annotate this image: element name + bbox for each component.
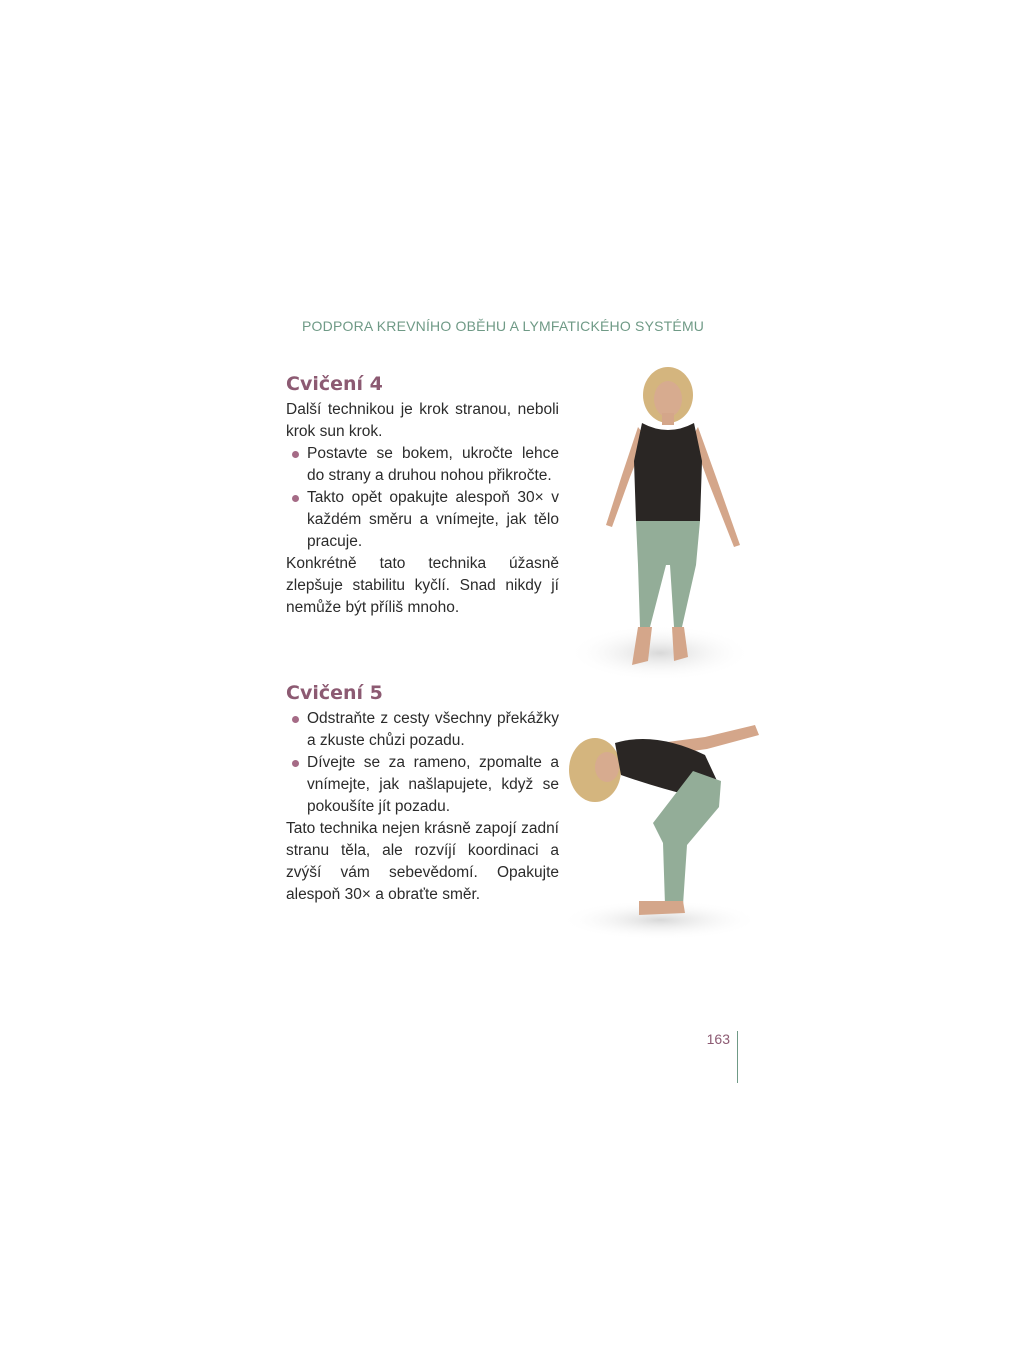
exercise-5-section [286,681,559,906]
bullet-dot-icon [292,495,299,502]
list-item [286,752,559,818]
exercise-4-intro: Další technikou je krok stranou, neboli krok sun krok. [286,401,559,440]
leggings [653,771,721,905]
exercise-5-title: Cvičení 5 [286,682,383,704]
bullet-dot-icon [292,451,299,458]
exercise-5-bullet-list [286,708,559,818]
exercise-4-title: Cvičení 4 [286,373,383,395]
bullet-dot-icon [292,716,299,723]
floor-shadow [568,625,750,681]
list-item [286,487,559,553]
list-item-text: Takto opět opakujte alespoň 30× v každém směru a vnímejte, jak tělo pracuje. [307,489,559,550]
leggings [636,521,700,627]
exercise-4-bullet-list [286,443,559,553]
standing-woman-photo [560,365,750,685]
list-item-text: Postavte se bokem, ukročte lehce do strany a druhou nohou přikročte. [307,445,559,484]
list-item-text: Dívejte se za rameno, zpomalte a vnímejte, jak našlapujete, když se pokoušíte jít pozadu. [307,754,559,815]
exercise-5-outro: Tato technika nejen krásně zapojí zadní stranu těla, ale rozvíjí koordinaci a zvýší vám sebevědomí. Opakujte alespoň 30× a obraťte směr. [286,820,559,903]
list-item [286,708,559,752]
list-item [286,443,559,487]
bending-woman-photo [555,715,765,945]
bullet-dot-icon [292,760,299,767]
black-top [634,423,702,521]
exercise-4-section [286,372,559,619]
running-head: PODPORA KREVNÍHO OBĚHU A LYMFATICKÉHO SYSTÉMU [302,318,705,334]
list-item-text: Odstraňte z cesty všechny překážky a zkuste chůzi pozadu. [307,710,559,749]
exercise-4-outro: Konkrétně tato technika úžasně zlepšuje stabilitu kyčlí. Snad nikdy jí nemůže být příliš mnoho. [286,555,559,616]
page-number-rule [737,1031,738,1083]
face-shape [654,381,682,417]
page-number: 163 [706,1031,730,1047]
face-shape [595,752,619,782]
